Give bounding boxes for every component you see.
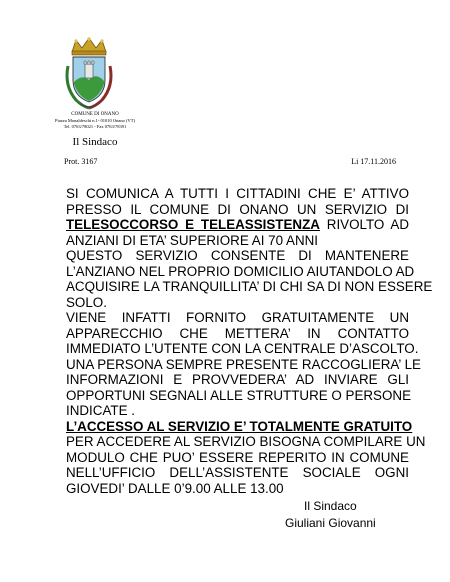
body-line: SOLO. [66, 294, 107, 310]
signature-role: Il Sindaco [304, 499, 357, 513]
municipality-phone: Tel. 0763/78021 - Fax 0763/78391 [63, 124, 127, 129]
protocol-number: Prot. 3167 [64, 157, 98, 166]
free-service-notice: L’ACCESSO AL SERVIZIO E’ TOTALMENTE GRATUITO [66, 418, 413, 434]
body-line: GIOVEDI’ DALLE 0’9.00 ALLE 13.00 [66, 480, 284, 496]
body-line: OPPORTUNI SEGNALI ALLE STRUTTURE O PERSONE [66, 387, 412, 403]
body-line: MODULO CHE PUO’ ESSERE REPERITO IN COMUNE [66, 449, 409, 465]
body-line: INDICATE . [66, 403, 135, 418]
service-name: TELESOCCORSO E TELEASSISTENZA [66, 217, 320, 232]
body-line: PRESSO IL COMUNE DI ONANO UN SERVIZIO DI [66, 201, 409, 217]
body-line: PER ACCEDERE AL SERVIZIO BISOGNA COMPILARE UN [66, 434, 426, 449]
municipality-address: Piazza Monaldeschi n.1- 01010 Onano (VT) [55, 118, 135, 123]
body-line-tail: RIVOLTO AD [319, 217, 409, 232]
municipality-header [40, 111, 150, 149]
body-line: INFORMAZIONI E PROVVEDERA’ AD INVIARE GLI [66, 372, 409, 387]
body-line: APPARECCHIO CHE METTERA’ IN CONTATTO [66, 325, 409, 341]
body-line: SI COMUNICA A TUTTI I CITTADINI CHE E’ ATTIVO [66, 186, 409, 201]
body-line: VIENE INFATTI FORNITO GRATUITAMENTE UN [66, 310, 409, 325]
signature-block [285, 498, 376, 532]
body-line: UNA PERSONA SEMPRE PRESENTE RACCOGLIERA’ LE [66, 356, 421, 372]
body-line: ANZIANI DI ETA’ SUPERIORE AI 70 ANNI [66, 232, 319, 248]
municipality-name: COMUNE DI ONANO [71, 112, 119, 117]
body-line-service [66, 217, 409, 233]
header-title: Il Sindaco [72, 136, 118, 148]
body-line: QUESTO SERVIZIO CONSENTE DI MANTENERE [66, 248, 409, 263]
body-line: NELL’UFFICIO DELL’ASSISTENTE SOCIALE OGNI [66, 465, 409, 480]
signature-name: Giuliani Giovanni [285, 516, 376, 530]
municipal-crest-icon [62, 36, 116, 110]
body-line: ACQUISIRE LA TRANQUILLITA’ DI CHI SA DI NON ESSERE [66, 279, 433, 294]
body-line: L’ANZIANO NEL PROPRIO DOMICILIO AIUTANDOLO AD [66, 263, 415, 279]
document-date: Li 17.11.2016 [351, 157, 396, 166]
body-line: IMMEDIATO L’UTENTE CON LA CENTRALE D’ASCOLTO. [66, 341, 419, 356]
notice-body [66, 186, 433, 496]
